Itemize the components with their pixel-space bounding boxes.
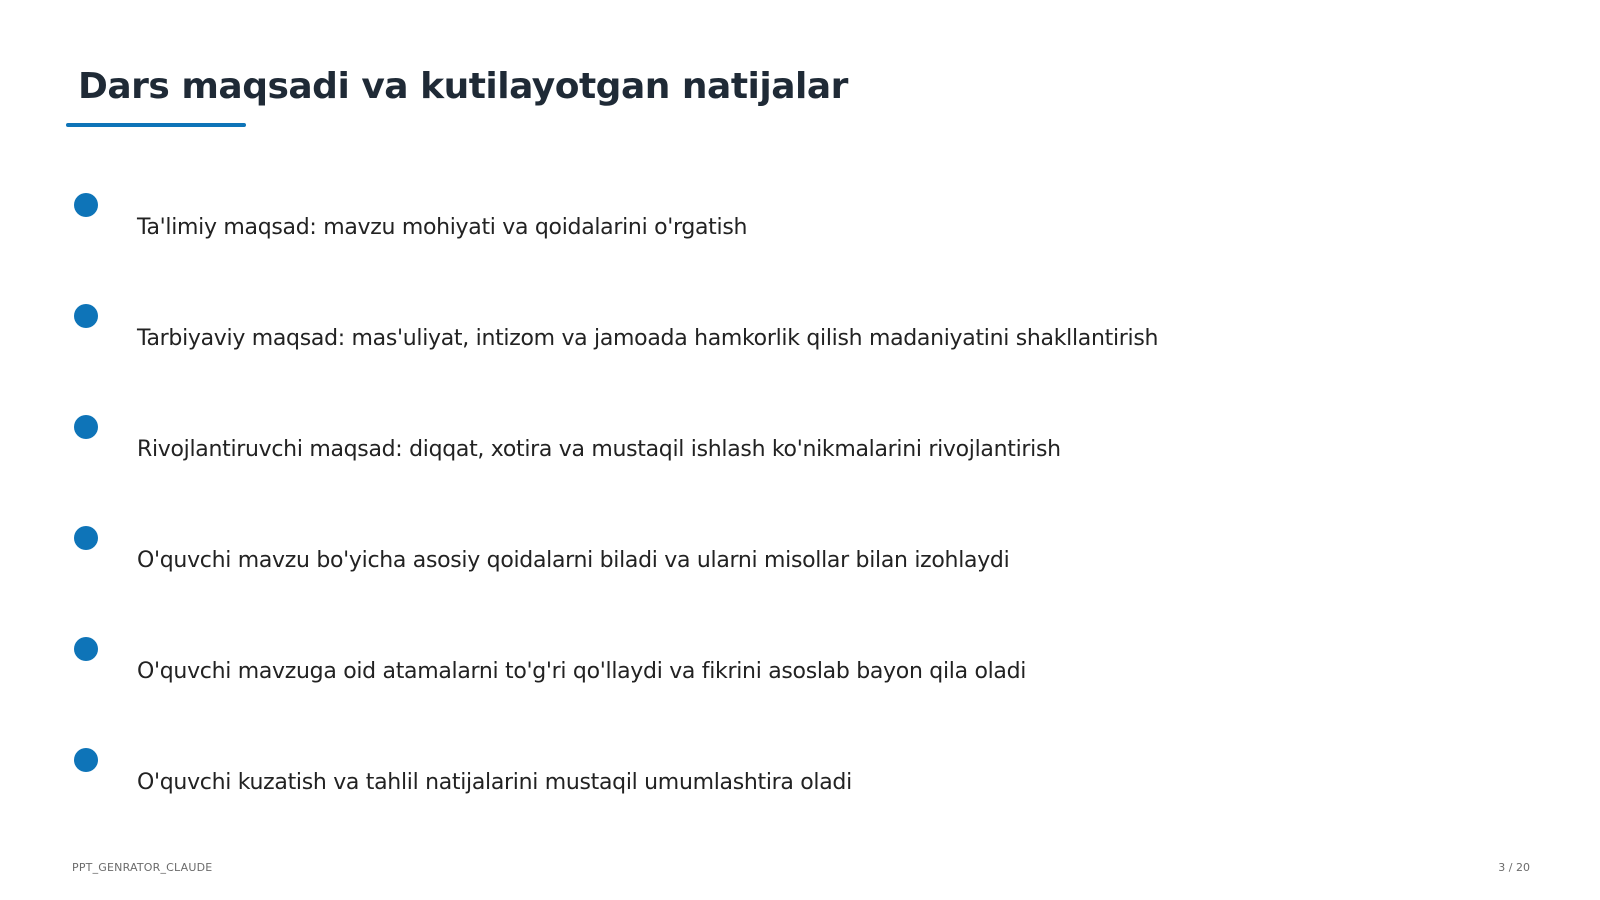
- bullet-dot-icon: [74, 415, 98, 439]
- bullet-item-6: [0, 748, 1600, 828]
- bullet-text: O'quvchi mavzu bo'yicha asosiy qoidalarni biladi va ularni misollar bilan izohlaydi: [137, 548, 1010, 573]
- bullet-text: O'quvchi mavzuga oid atamalarni to'g'ri qo'llaydi va fikrini asoslab bayon qila oladi: [137, 659, 1027, 684]
- bullet-dot-icon: [74, 526, 98, 550]
- bullet-text: O'quvchi kuzatish va tahlil natijalarini mustaqil umumlashtira oladi: [137, 770, 852, 795]
- bullet-item-3: [0, 415, 1600, 495]
- bullet-text: Ta'limiy maqsad: mavzu mohiyati va qoidalarini o'rgatish: [137, 215, 748, 240]
- bullet-item-2: [0, 304, 1600, 384]
- bullet-dot-icon: [74, 637, 98, 661]
- page-number: 3 / 20: [1498, 861, 1530, 874]
- bullet-text: Rivojlantiruvchi maqsad: diqqat, xotira va mustaqil ishlash ko'nikmalarini rivojlantirish: [137, 437, 1061, 462]
- slide-title: Dars maqsadi va kutilayotgan natijalar: [78, 66, 848, 107]
- footer-source: PPT_GENRATOR_CLAUDE: [72, 861, 213, 874]
- bullet-item-4: [0, 526, 1600, 606]
- bullet-dot-icon: [74, 193, 98, 217]
- bullet-item-1: [0, 193, 1600, 273]
- bullet-dot-icon: [74, 304, 98, 328]
- bullet-text: Tarbiyaviy maqsad: mas'uliyat, intizom va jamoada hamkorlik qilish madaniyatini shakllantirish: [137, 326, 1159, 351]
- bullet-dot-icon: [74, 748, 98, 772]
- bullet-item-5: [0, 637, 1600, 717]
